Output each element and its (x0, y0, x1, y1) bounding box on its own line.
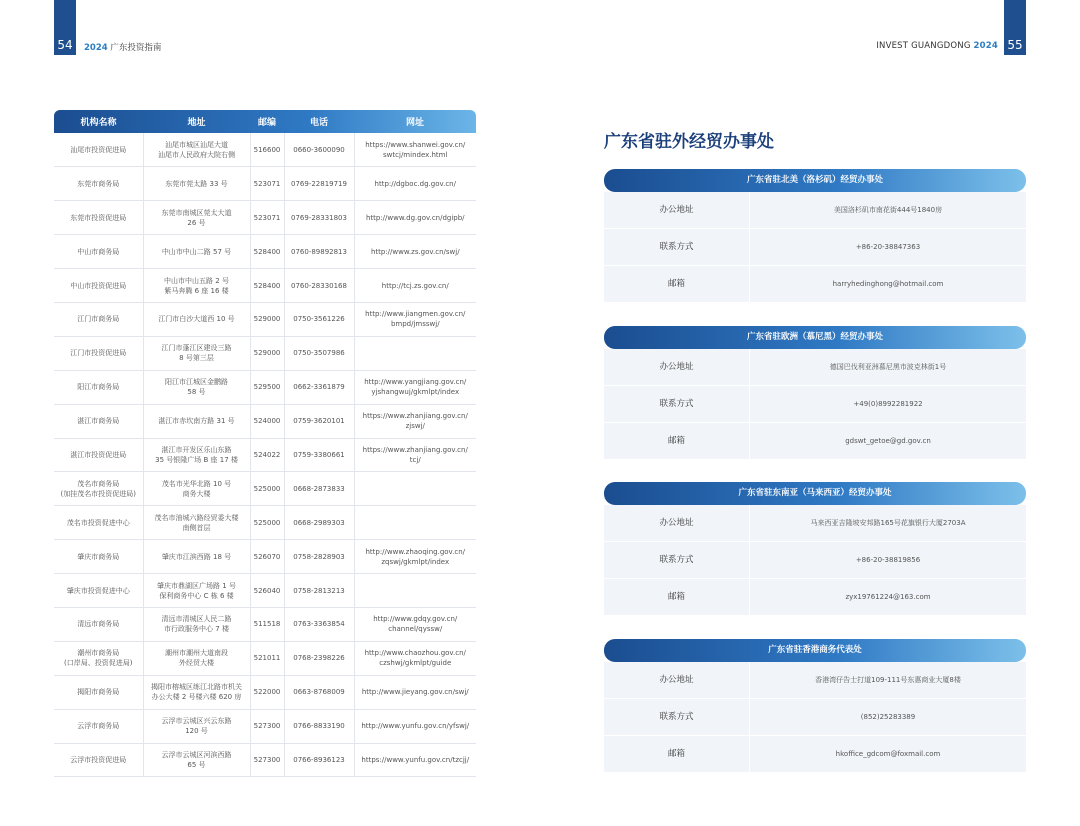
column-header: 机构名称 (80, 118, 117, 128)
table-row (54, 302, 476, 336)
cell-zip: 526070 (250, 540, 284, 574)
cell-url[interactable] (354, 675, 476, 709)
office-row-label: 联系方式 (604, 699, 750, 735)
cell-name (54, 607, 143, 641)
cell-phone: 0758-2828903 (284, 540, 354, 574)
cell-line: http://www.dg.gov.cn/dgipb/ (365, 213, 465, 222)
office-row-label: 邮箱 (604, 736, 750, 772)
table-row (54, 201, 476, 235)
cell-zip: 524022 (250, 438, 284, 472)
cell-url[interactable] (354, 201, 476, 235)
cell-url (354, 574, 476, 608)
cell-address (143, 743, 250, 777)
cell-name (54, 167, 143, 201)
cell-line: 东莞市南城区莞太大道 (161, 208, 232, 217)
cell-line: 湛江市开发区乐山东路 (161, 445, 232, 454)
office-title: 广东省驻香港商务代表处 (604, 639, 1026, 662)
cell-zip: 524000 (250, 404, 284, 438)
office-title: 广东省驻东南亚（马来西亚）经贸办事处 (604, 482, 1026, 505)
cell-address (143, 201, 250, 235)
cell-zip: 527300 (250, 709, 284, 743)
office-row (604, 662, 1026, 699)
cell-line: 清远市清城区人民二路 (161, 615, 232, 624)
table-row (54, 269, 476, 303)
cell-line: http://www.zhaoqing.gov.cn/ (365, 547, 466, 556)
cell-line: czshwj/gkmlpt/guide (379, 659, 452, 668)
table-body (54, 133, 476, 777)
cell-line: 江门市白沙大道西 10 号 (158, 315, 235, 324)
office-row-value: 香港湾仔告士打道109-111号东惠商业大厦8楼 (815, 676, 961, 684)
cell-line: 肇庆市商务局 (77, 552, 120, 561)
cell-zip: 525000 (250, 506, 284, 540)
cell-url[interactable] (354, 133, 476, 167)
cell-line: 江门市投资促进局 (70, 349, 127, 358)
office-title: 广东省驻欧洲（慕尼黑）经贸办事处 (604, 326, 1026, 349)
cell-phone: 0750-3507986 (284, 336, 354, 370)
office-row-value: 德国巴伐利亚洲慕尼黑市波克林街1号 (829, 363, 947, 371)
table-row (54, 743, 476, 777)
office-row (604, 423, 1026, 460)
cell-phone: 0760-28330168 (284, 269, 354, 303)
cell-name (54, 133, 143, 167)
cell-zip: 523071 (250, 201, 284, 235)
cell-zip: 511518 (250, 607, 284, 641)
cell-name (54, 404, 143, 438)
cell-phone: 0760-89892813 (284, 235, 354, 269)
cell-name (54, 540, 143, 574)
cell-line: 紫马奔腾 6 座 16 楼 (164, 286, 229, 295)
cell-line: 南侧首层 (182, 523, 211, 532)
cell-line: http://www.yangjiang.gov.cn/ (364, 378, 467, 387)
office-row-value: 美国洛杉矶市南花街444号1840房 (833, 206, 943, 214)
office-row-label: 邮箱 (604, 579, 750, 615)
office-title: 广东省驻北美（洛杉矶）经贸办事处 (604, 169, 1026, 192)
cell-name (54, 574, 143, 608)
cell-zip: 525000 (250, 472, 284, 506)
cell-zip: 529000 (250, 302, 284, 336)
cell-url[interactable] (354, 370, 476, 404)
table-header-row (54, 110, 476, 133)
cell-line: 东莞市莞太路 33 号 (165, 179, 228, 188)
column-header: 电话 (309, 118, 328, 128)
cell-line: 云浮市云城区兴云东路 (161, 717, 232, 726)
office-row (604, 505, 1026, 542)
cell-address (143, 472, 250, 506)
office-row-value: 马来西亚吉隆坡安邦路165号花旗银行大厦2703A (810, 519, 966, 527)
cell-line: 外经贸大楼 (179, 659, 214, 668)
directory-table (54, 110, 476, 777)
header-right-year: 2024 (973, 41, 998, 51)
cell-line: 保利商务中心 C 栋 6 楼 (159, 591, 234, 600)
cell-phone: 0663-8768009 (284, 675, 354, 709)
table-row (54, 167, 476, 201)
cell-url (354, 506, 476, 540)
cell-phone: 0750-3561226 (284, 302, 354, 336)
office-row (604, 699, 1026, 736)
office-row-value: gdswt_getoe@gd.gov.cn (845, 437, 931, 445)
table-row (54, 235, 476, 269)
cell-zip: 529000 (250, 336, 284, 370)
cell-url[interactable] (354, 438, 476, 472)
cell-url[interactable] (354, 709, 476, 743)
page-number-left: 54 (57, 38, 73, 52)
office-row-value: hkoffice_gdcom@foxmail.com (835, 750, 941, 758)
cell-line: (口岸局、投资促进局) (64, 659, 133, 668)
cell-line: 65 号 (187, 760, 206, 769)
column-header: 地址 (187, 118, 206, 128)
cell-line: 26 号 (187, 218, 206, 227)
cell-line: 茂名市光华北路 10 号 (161, 479, 232, 488)
cell-line: 湛江市商务局 (77, 417, 120, 426)
office-row-label: 联系方式 (604, 386, 750, 422)
cell-line: 商务大楼 (182, 489, 211, 498)
cell-line: 120 号 (185, 727, 208, 736)
cell-line: 东莞市投资促进局 (70, 213, 127, 222)
office-row-label: 办公地址 (604, 349, 750, 385)
cell-zip: 522000 (250, 675, 284, 709)
cell-name (54, 641, 143, 675)
cell-line: 汕尾市城区汕尾大道 (165, 140, 228, 149)
cell-line: http://www.zs.gov.cn/swj/ (370, 247, 460, 256)
cell-phone: 0759-3620101 (284, 404, 354, 438)
cell-name (54, 269, 143, 303)
cell-phone: 0668-2873833 (284, 472, 354, 506)
cell-name (54, 743, 143, 777)
page-tab-right (1004, 0, 1026, 55)
office-row-value: +86-20-38819856 (855, 556, 921, 564)
cell-line: http://www.jiangmen.gov.cn/ (365, 310, 466, 319)
cell-address (143, 438, 250, 472)
cell-zip: 528400 (250, 269, 284, 303)
cell-line: (加挂茂名市投资促进局) (60, 489, 136, 498)
cell-url[interactable] (354, 404, 476, 438)
table-row (54, 709, 476, 743)
cell-zip: 526040 (250, 574, 284, 608)
page-number-right: 55 (1007, 38, 1023, 52)
office-row-label: 办公地址 (604, 505, 750, 541)
cell-line: tcj/ (409, 455, 421, 464)
header-right (876, 41, 998, 51)
cell-line: https://www.zhanjiang.gov.cn/ (362, 445, 468, 454)
cell-address (143, 506, 250, 540)
cell-name (54, 302, 143, 336)
office-row-label: 邮箱 (604, 423, 750, 459)
cell-line: 茂名市油城六路经贸委大楼 (154, 513, 239, 522)
office-row (604, 579, 1026, 616)
page-tab-left (54, 0, 76, 55)
cell-line: https://www.yunfu.gov.cn/tzcjj/ (361, 755, 470, 764)
cell-line: 汕尾市投资促进局 (70, 145, 127, 154)
cell-line: 中山市中山二路 57 号 (161, 247, 232, 256)
cell-name (54, 709, 143, 743)
office-row (604, 266, 1026, 303)
cell-line: 清远市商务局 (77, 620, 120, 629)
cell-line: 茂名市商务局 (77, 479, 120, 488)
cell-address (143, 607, 250, 641)
office-row (604, 349, 1026, 386)
cell-line: 东莞市商务局 (77, 179, 120, 188)
office-row-label: 联系方式 (604, 542, 750, 578)
cell-url[interactable] (354, 540, 476, 574)
cell-line: 云浮市投资促进局 (70, 755, 127, 764)
cell-line: 潮州市商务局 (77, 649, 120, 658)
cell-address (143, 404, 250, 438)
cell-line: 肇庆市江滨西路 18 号 (161, 552, 232, 561)
table-row (54, 472, 476, 506)
cell-address (143, 641, 250, 675)
cell-line: http://tcj.zs.gov.cn/ (381, 281, 449, 290)
cell-line: 江门市蓬江区建设三路 (161, 344, 232, 353)
cell-line: 揭阳市商务局 (77, 688, 120, 697)
cell-url[interactable] (354, 607, 476, 641)
cell-phone: 0766-8833190 (284, 709, 354, 743)
cell-line: 揭阳市榕城区练江北路市机关 (151, 683, 242, 692)
cell-url (354, 472, 476, 506)
office-row-value: +49(0)8992281922 (853, 400, 923, 408)
cell-zip: 516600 (250, 133, 284, 167)
office-card (604, 639, 1026, 773)
table-row (54, 574, 476, 608)
cell-line: http://www.chaozhou.gov.cn/ (364, 649, 466, 658)
cell-line: channel/qyssw/ (388, 625, 443, 634)
cell-phone: 0769-22819719 (284, 167, 354, 201)
cell-address (143, 167, 250, 201)
cell-line: https://www.zhanjiang.gov.cn/ (362, 412, 468, 421)
cell-address (143, 675, 250, 709)
cell-phone: 0759-3380661 (284, 438, 354, 472)
office-row (604, 192, 1026, 229)
cell-line: 58 号 (187, 388, 206, 397)
cell-phone: 0769-28331803 (284, 201, 354, 235)
office-row-label: 邮箱 (604, 266, 750, 302)
cell-name (54, 336, 143, 370)
column-header: 网址 (405, 118, 424, 128)
cell-url[interactable] (354, 743, 476, 777)
cell-line: yjshangwuj/gkmlpt/index (371, 388, 460, 397)
cell-address (143, 574, 250, 608)
office-row-label: 办公地址 (604, 192, 750, 228)
cell-line: zqswj/gkmlpt/index (381, 557, 450, 566)
cell-line: http://dgboc.dg.gov.cn/ (374, 179, 456, 188)
cell-zip: 529500 (250, 370, 284, 404)
cell-address (143, 133, 250, 167)
office-row-value: harryhedinghong@hotmail.com (832, 280, 944, 288)
header-left-title: 广东投资指南 (110, 43, 162, 53)
cell-line: 中山市商务局 (77, 247, 120, 256)
table-row (54, 438, 476, 472)
table-row (54, 607, 476, 641)
cell-zip: 527300 (250, 743, 284, 777)
cell-url[interactable] (354, 269, 476, 303)
cell-phone: 0766-8936123 (284, 743, 354, 777)
cell-line: 湛江市赤坎南方路 31 号 (158, 417, 235, 426)
cell-phone: 0768-2398226 (284, 641, 354, 675)
cell-line: 阳江市商务局 (77, 383, 120, 392)
office-row (604, 229, 1026, 266)
cell-phone: 0668-2989303 (284, 506, 354, 540)
cell-phone: 0763-3363854 (284, 607, 354, 641)
header-right-title: INVEST GUANGDONG (876, 41, 971, 51)
cell-name (54, 370, 143, 404)
cell-line: 中山市投资促进局 (70, 281, 127, 290)
cell-url[interactable] (354, 167, 476, 201)
cell-line: 汕尾市人民政府大院右侧 (158, 150, 235, 159)
cell-zip: 528400 (250, 235, 284, 269)
header-left (84, 41, 161, 53)
table-row (54, 133, 476, 167)
cell-line: 茂名市投资促进中心 (66, 518, 130, 527)
cell-name (54, 472, 143, 506)
cell-url (354, 336, 476, 370)
office-row-label: 办公地址 (604, 662, 750, 698)
cell-name (54, 438, 143, 472)
column-header: 邮编 (257, 118, 276, 128)
cell-name (54, 201, 143, 235)
cell-line: 办公大楼 2 号楼六楼 620 房 (151, 693, 242, 702)
cell-line: swtcj/mindex.html (383, 150, 448, 159)
cell-address (143, 269, 250, 303)
cell-url[interactable] (354, 641, 476, 675)
cell-line: 湛江市投资促进局 (70, 450, 127, 459)
cell-line: 云浮市云城区河滨西路 (161, 750, 232, 759)
cell-line: 云浮市商务局 (77, 722, 120, 731)
office-card (604, 482, 1026, 616)
cell-line: 肇庆市投资促进中心 (66, 586, 130, 595)
cell-line: https://www.shanwei.gov.cn/ (365, 140, 466, 149)
cell-url[interactable] (354, 302, 476, 336)
cell-line: bmpd/jmsswj/ (390, 320, 440, 329)
cell-phone: 0758-2813213 (284, 574, 354, 608)
office-row (604, 542, 1026, 579)
table-row (54, 370, 476, 404)
table-row (54, 675, 476, 709)
header-left-year: 2024 (84, 43, 108, 53)
cell-line: http://www.jieyang.gov.cn/swj/ (361, 688, 469, 697)
office-row (604, 736, 1026, 773)
office-row (604, 386, 1026, 423)
cell-zip: 523071 (250, 167, 284, 201)
cell-zip: 521011 (250, 641, 284, 675)
cell-line: 潮州市潮州大道南段 (165, 649, 228, 658)
cell-line: http://www.gdqy.gov.cn/ (373, 615, 458, 624)
office-row-value: +86-20-38847363 (855, 243, 921, 251)
cell-line: 阳江市江城区金鹏路 (165, 378, 228, 387)
cell-address (143, 370, 250, 404)
cell-line: 市行政服务中心 7 楼 (164, 625, 229, 634)
table-row (54, 506, 476, 540)
table-row (54, 641, 476, 675)
cell-line: 35 号银隆广场 B 座 17 楼 (155, 455, 238, 464)
table-row (54, 404, 476, 438)
office-row-value: (852)25283389 (860, 713, 916, 721)
cell-line: 江门市商务局 (77, 315, 120, 324)
cell-name (54, 675, 143, 709)
office-row-label: 联系方式 (604, 229, 750, 265)
section-title: 广东省驻外经贸办事处 (604, 132, 774, 152)
cell-name (54, 506, 143, 540)
cell-phone: 0662-3361879 (284, 370, 354, 404)
office-card (604, 326, 1026, 460)
office-row-value: zyx19761224@163.com (845, 593, 931, 601)
cell-line: http://www.yunfu.gov.cn/yfswj/ (361, 722, 470, 731)
cell-line: zjswj/ (405, 422, 425, 431)
table-row (54, 540, 476, 574)
cell-line: 8 号第三层 (179, 354, 214, 363)
cell-address (143, 709, 250, 743)
cell-url[interactable] (354, 235, 476, 269)
cell-phone: 0660-3600090 (284, 133, 354, 167)
cell-address (143, 336, 250, 370)
cell-line: 肇庆市鼎湖区广场路 1 号 (157, 581, 236, 590)
cell-address (143, 235, 250, 269)
cell-name (54, 235, 143, 269)
cell-address (143, 302, 250, 336)
cell-address (143, 540, 250, 574)
cell-line: 中山市中山五路 2 号 (164, 276, 229, 285)
office-card (604, 169, 1026, 303)
table-row (54, 336, 476, 370)
